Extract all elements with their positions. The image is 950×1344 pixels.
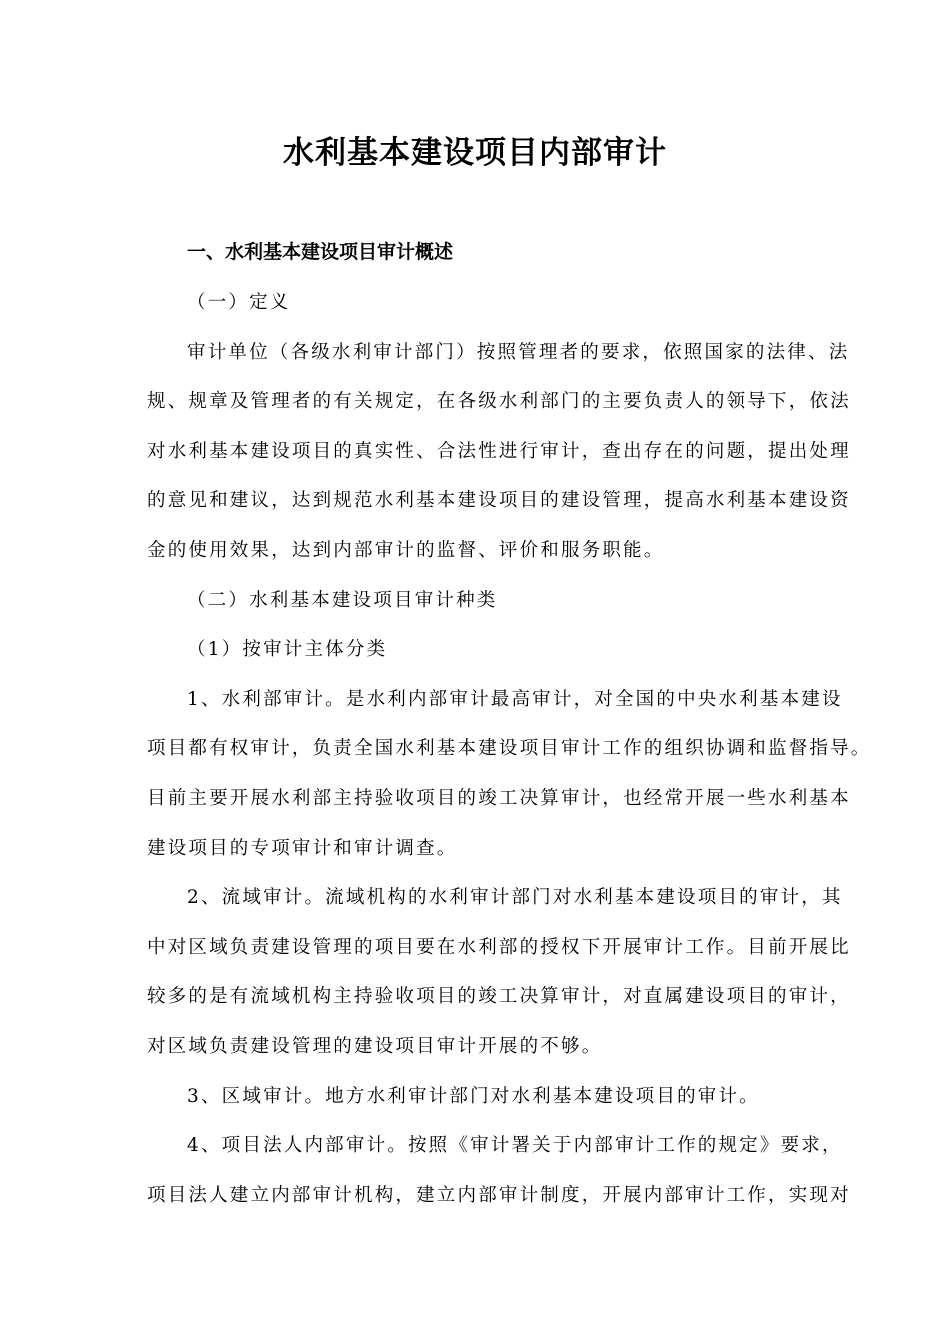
document-body xyxy=(147,278,872,1220)
paragraph-line: （1）按审计主体分类 xyxy=(187,639,388,661)
paragraph-line: 项目法人建立内部审计机构，建立内部审计制度，开展内部审计工作，实现对 xyxy=(147,1184,851,1206)
paragraph-line: 对水利基本建设项目的真实性、合法性进行审计，查出存在的问题，提出处理 xyxy=(147,440,851,462)
document-title: 水利基本建设项目内部审计 xyxy=(283,135,667,171)
paragraph-line: （一）定义 xyxy=(187,292,291,313)
paragraph-line: 3、区域审计。地方水利审计部门对水利基本建设项目的审计。 xyxy=(187,1085,760,1107)
paragraph-line: 1、水利部审计。是水利内部审计最高审计，对全国的中央水利基本建设 xyxy=(187,688,843,710)
paragraph-line: 中对区域负责建设管理的项目要在水利部的授权下开展审计工作。目前开展比 xyxy=(147,936,851,958)
paragraph-line: 金的使用效果，达到内部审计的监督、评价和服务职能。 xyxy=(147,539,665,561)
paragraph-line: 目前主要开展水利部主持验收项目的竣工决算审计，也经常开展一些水利基本 xyxy=(147,787,851,809)
paragraph-line: 较多的是有流域机构主持验收项目的竣工决算审计，对直属建设项目的审计， xyxy=(147,986,851,1008)
paragraph-line: 项目都有权审计，负责全国水利基本建设项目审计工作的组织协调和监督指导。 xyxy=(147,738,872,760)
paragraph-line: 对区域负责建设管理的建设项目审计开展的不够。 xyxy=(147,1035,603,1057)
section-heading: 一、水利基本建设项目审计概述 xyxy=(187,241,454,263)
paragraph-line: 建设项目的专项审计和审计调查。 xyxy=(147,837,458,859)
paragraph-line: 的意见和建议，达到规范水利基本建设项目的建设管理，提高水利基本建设资 xyxy=(147,490,851,512)
paragraph-line: 审计单位（各级水利审计部门）按照管理者的要求，依照国家的法律、法 xyxy=(187,341,850,363)
paragraph-line: 2、流域审计。流域机构的水利审计部门对水利基本建设项目的审计，其 xyxy=(187,887,843,909)
paragraph-line: 4、项目法人内部审计。按照《审计署关于内部审计工作的规定》要求， xyxy=(187,1135,843,1157)
paragraph-line: 规、规章及管理者的有关规定，在各级水利部门的主要负责人的领导下，依法 xyxy=(147,391,851,413)
paragraph-line: （二）水利基本建设项目审计种类 xyxy=(187,589,498,611)
